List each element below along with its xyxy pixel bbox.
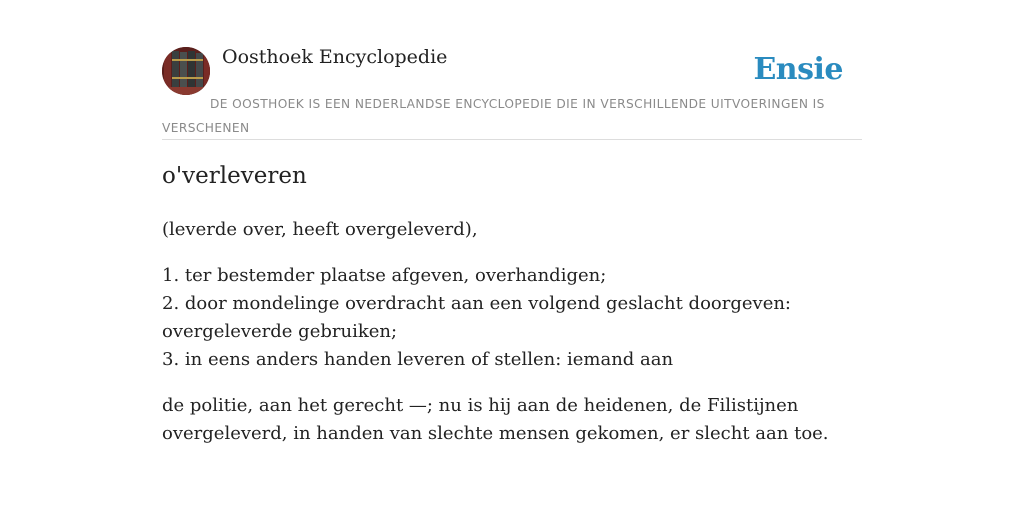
source-avatar <box>162 47 210 95</box>
ensie-logo[interactable]: Ensie <box>753 52 843 87</box>
encyclopedia-books-icon <box>162 47 210 95</box>
source-name[interactable]: Oosthoek Encyclopedie <box>222 46 448 68</box>
grammar-note: (leverde over, heeft overgeleverd), <box>162 219 478 240</box>
source-description: DE OOSTHOEK IS EEN NEDERLANDSE ENCYCLOPEDIE DIE IN VERSCHILLENDE UITVOERINGEN IS VERSCHENEN <box>162 97 825 135</box>
sense-list: 1. ter bestemder plaatse afgeven, overhandigen; 2. door mondelinge overdracht aan een volgend geslacht doorgeven: overgeleverde gebruiken; 3. in eens anders handen leveren of stellen: iemand aan <box>162 265 791 370</box>
definition-continuation: de politie, aan het gerecht —; nu is hij aan de heidenen, de Filistijnen overgeleverd, in handen van slechte mensen gekomen, er slecht aan toe. <box>162 395 829 444</box>
headword: o'verleveren <box>162 163 307 189</box>
header-divider <box>162 139 862 140</box>
definition <box>162 216 862 466</box>
